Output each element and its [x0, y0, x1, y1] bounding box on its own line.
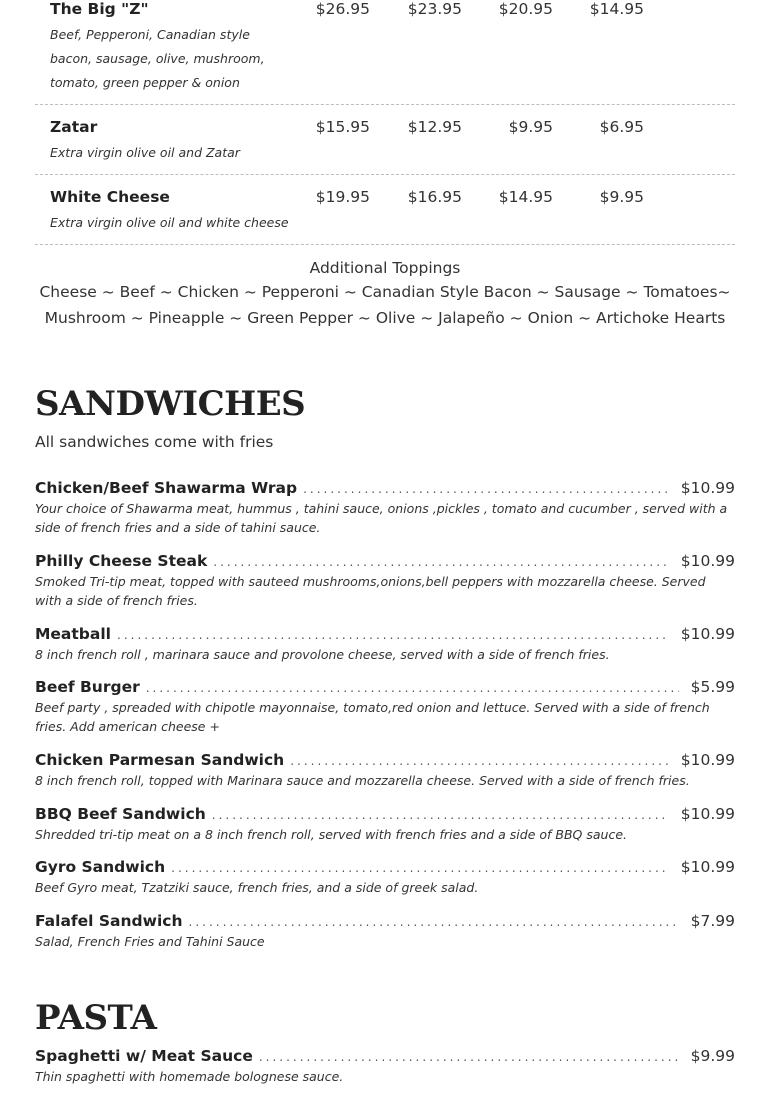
toppings-title: Additional Toppings [309, 259, 461, 277]
item-price: $10.99 [680, 751, 735, 769]
item-price: $9.99 [690, 1047, 735, 1065]
dot-leader [259, 1050, 679, 1064]
pizza-price-small: $9.95 [508, 118, 553, 136]
pizza-price-small: $20.95 [498, 0, 553, 18]
menu-item [35, 625, 735, 664]
toppings-list-line: Cheese ~ Beef ~ Chicken ~ Pepperoni ~ Canadian Style Bacon ~ Sausage ~ Tomatoes~ [39, 283, 731, 301]
item-name: Spaghetti w/ Meat Sauce [35, 1047, 253, 1065]
pasta-heading: PASTA [35, 998, 157, 1038]
item-description: 8 inch french roll, topped with Marinara sauce and mozzarella cheese. Served with a side of french fries. [35, 773, 690, 788]
additional-toppings [35, 257, 735, 331]
item-name: Meatball [35, 625, 111, 643]
dot-leader [290, 754, 669, 768]
item-price: $10.99 [680, 858, 735, 876]
pizza-price-small: $14.95 [498, 188, 553, 206]
item-name: Chicken/Beef Shawarma Wrap [35, 479, 298, 497]
pizza-price-large: $26.95 [315, 0, 370, 18]
item-price: $10.99 [680, 552, 735, 570]
item-name: Gyro Sandwich [35, 858, 166, 876]
pizza-name: White Cheese [50, 188, 170, 206]
toppings-list-line: Mushroom ~ Pineapple ~ Green Pepper ~ Olive ~ Jalapeño ~ Onion ~ Artichoke Hearts [44, 309, 726, 327]
item-price: $5.99 [690, 678, 735, 696]
menu-item [35, 1047, 735, 1086]
item-name: Beef Burger [35, 678, 140, 696]
pizza-name: Zatar [50, 118, 98, 136]
item-description: 8 inch french roll , marinara sauce and provolone cheese, served with a side of french fries. [35, 647, 610, 662]
pizza-price-personal: $14.95 [589, 0, 644, 18]
menu-item [35, 805, 735, 844]
pizza-row [35, 105, 735, 175]
item-description: Smoked Tri-tip meat, topped with sauteed mushrooms,onions,bell peppers with mozzarella cheese. Served with a side of french fries. [35, 574, 706, 608]
pizza-name: The Big "Z" [50, 0, 149, 18]
item-price: $7.99 [690, 912, 735, 930]
menu-item [35, 858, 735, 897]
pizza-row [35, 0, 735, 105]
menu-item [35, 912, 735, 951]
item-description: Beef party , spreaded with chipotle mayonnaise, tomato,red onion and lettuce. Served with a side of french fries. Add american cheese + [35, 700, 710, 734]
pizza-table [35, 0, 735, 331]
pizza-price-personal: $6.95 [599, 118, 644, 136]
item-name: Philly Cheese Steak [35, 552, 208, 570]
menu-item [35, 552, 735, 610]
pizza-price-medium: $23.95 [407, 0, 462, 18]
item-description: Thin spaghetti with homemade bolognese sauce. [35, 1069, 344, 1084]
dot-leader [117, 628, 669, 642]
pizza-description: Beef, Pepperoni, Canadian style bacon, sausage, olive, mushroom, tomato, green pepper & onion [50, 27, 265, 90]
dot-leader [189, 915, 679, 929]
dot-leader [171, 861, 669, 875]
item-price: $10.99 [680, 625, 735, 643]
item-name: Chicken Parmesan Sandwich [35, 751, 285, 769]
item-name: Falafel Sandwich [35, 912, 183, 930]
pizza-price-medium: $12.95 [407, 118, 462, 136]
item-price: $10.99 [680, 805, 735, 823]
item-price: $10.99 [680, 479, 735, 497]
sandwiches-subtitle: All sandwiches come with fries [35, 433, 274, 451]
menu-item [35, 479, 735, 537]
dot-leader [212, 808, 669, 822]
item-name: BBQ Beef Sandwich [35, 805, 206, 823]
dot-leader [303, 482, 669, 496]
dot-leader [146, 681, 679, 695]
pizza-price-large: $15.95 [315, 118, 370, 136]
pizza-price-large: $19.95 [315, 188, 370, 206]
dot-leader [213, 555, 668, 569]
pizza-row [35, 175, 735, 245]
item-description: Shredded tri-tip meat on a 8 inch french roll, served with french fries and a side of BBQ sauce. [35, 827, 627, 842]
pizza-price-medium: $16.95 [407, 188, 462, 206]
pizza-description: Extra virgin olive oil and Zatar [50, 145, 240, 160]
pizza-price-personal: $9.95 [599, 188, 644, 206]
item-description: Your choice of Shawarma meat, hummus , tahini sauce, onions ,pickles , tomato and cucumber , served with a side of french fries and a side of tahini sauce. [35, 501, 728, 535]
menu-item [35, 678, 735, 736]
item-description: Beef Gyro meat, Tzatziki sauce, french fries, and a side of greek salad. [35, 880, 479, 895]
pizza-description: Extra virgin olive oil and white cheese [50, 215, 289, 230]
sandwiches-heading: SANDWICHES [35, 384, 306, 424]
item-description: Salad, French Fries and Tahini Sauce [35, 934, 265, 949]
menu-item [35, 751, 735, 790]
